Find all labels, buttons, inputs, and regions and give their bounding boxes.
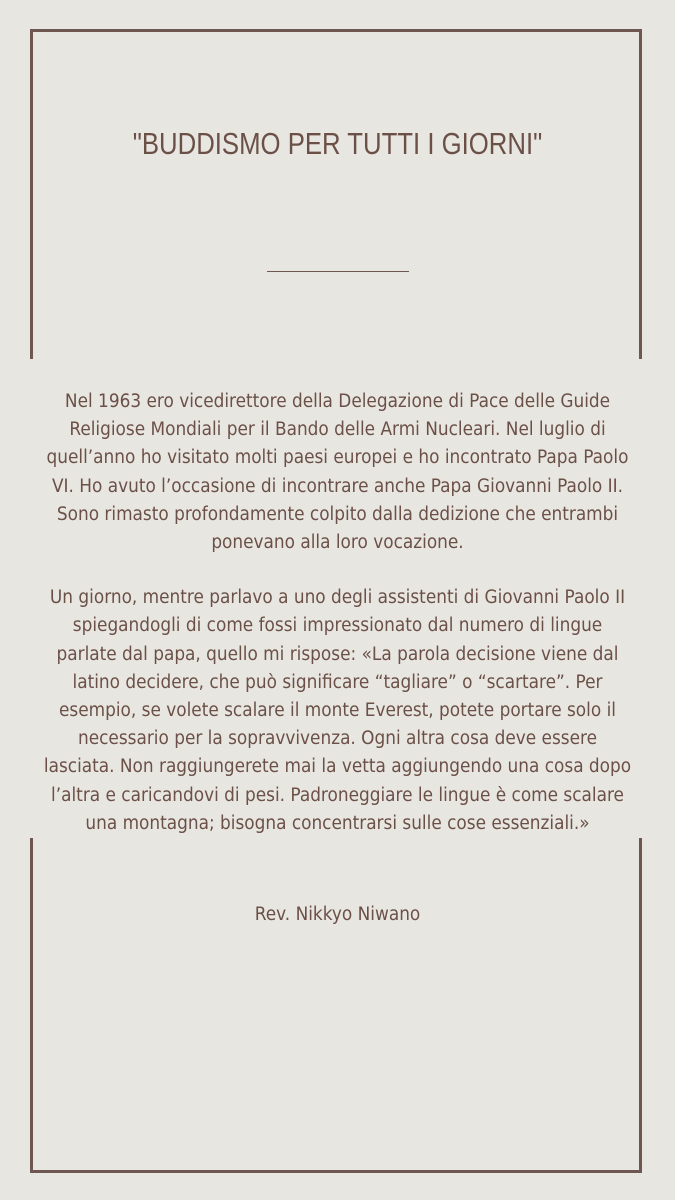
quote-body [20,388,655,838]
quote-paragraph-1: Nel 1963 ero vicedirettore della Delegazione di Pace delle Guide Religiose Mondiali per il Bando delle Armi Nucleari. Nel luglio di quell’anno ho visitato molti paesi europei e ho incontrato Papa Paolo VI. Ho avuto l’occasione di incontrare anche Papa Giovanni Paolo II. Sono rimasto profondamente colpito dalla dedizione che entrambi ponevano alla loro vocazione. [46,391,629,554]
title-underline-divider [267,271,409,272]
quote-paragraph-2: Un giorno, mentre parlavo a uno degli assistenti di Giovanni Paolo II spiegandogli di come fossi impressionato dal numero di lingue parlate dal papa, quello mi rispose: «La parola decisione viene dal latino decidere, che può significare “tagliare” o “scartare”. Per esempio, se volete scalare il monte Everest, potete portare solo il necessario per la sopravvivenza. Ogni altra cosa deve essere lasciata. Non raggiungerete mai la vetta aggiungendo una cosa dopo l’altra e caricandovi di pesi. Padroneggiare le lingue è come scalare una montagna; bisogna concentrarsi sulle cose essenziali.» [43,587,632,834]
page-title: "BUDDISMO PER TUTTI I GIORNI" [132,126,543,161]
frame-bottom-border [30,838,642,1173]
author-signature: Rev. Nikkyo Niwano [254,904,421,925]
frame-top-border [30,29,642,359]
